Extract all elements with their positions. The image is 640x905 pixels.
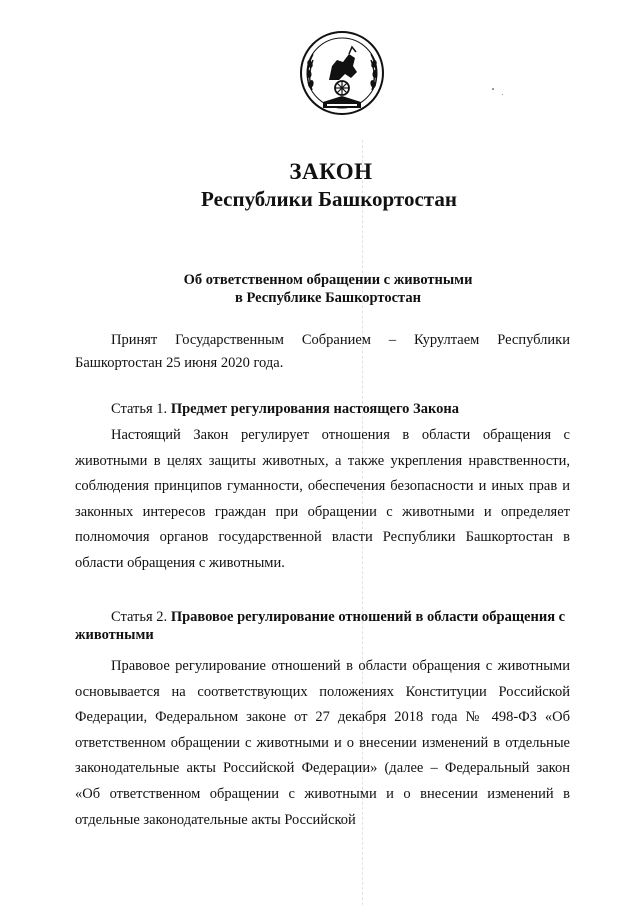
document-title-region: Республики Башкортостан [201, 187, 457, 211]
coat-of-arms-emblem [299, 30, 385, 120]
adoption-statement: Принят Государственным Собранием – Курултаем Республики Башкортостан 25 июня 2020 года. [75, 332, 570, 371]
law-subject-line2: в Республике Башкортостан [235, 290, 421, 306]
scan-speck [502, 94, 503, 95]
article-1-heading [75, 400, 570, 418]
article-1-title: Предмет регулирования настоящего Закона [170, 401, 459, 417]
scan-speck [492, 88, 494, 90]
article-2-number: Статья 2. [111, 609, 171, 625]
article-2-title: Правовое регулирование отношений в области обращения с животными [75, 609, 566, 643]
article-2-text: Правовое регулирование отношений в области обращения с животными основывается на соответствующих положениях Конституции Российской Федерации, Федеральном законе от 27 декабря 2018 года № 498-ФЗ «Об ответственном обращении с животными и о внесении изменений в отдельные законодательные акты Российской Федерации» (далее – Федеральный закон «Об ответственном обращении с животными и о внесении изменений в отдельные законодательные акты Российской [75, 658, 570, 828]
article-1-text: Настоящий Закон регулирует отношения в области обращения с животными в целях защиты животных, а также укрепления нравственности, соблюдения принципов гуманности, обеспечения безопасности и иных прав и законных интересов граждан при обращении с животными и определяет полномочия органов государственной власти Республики Башкортостан в области обращения с животными. [75, 427, 570, 571]
document-title: ЗАКОН [289, 159, 373, 184]
article-2-heading [75, 608, 570, 644]
law-subject-line1: Об ответственном обращении с животными [183, 272, 473, 288]
article-1-number: Статья 1. [111, 401, 171, 417]
